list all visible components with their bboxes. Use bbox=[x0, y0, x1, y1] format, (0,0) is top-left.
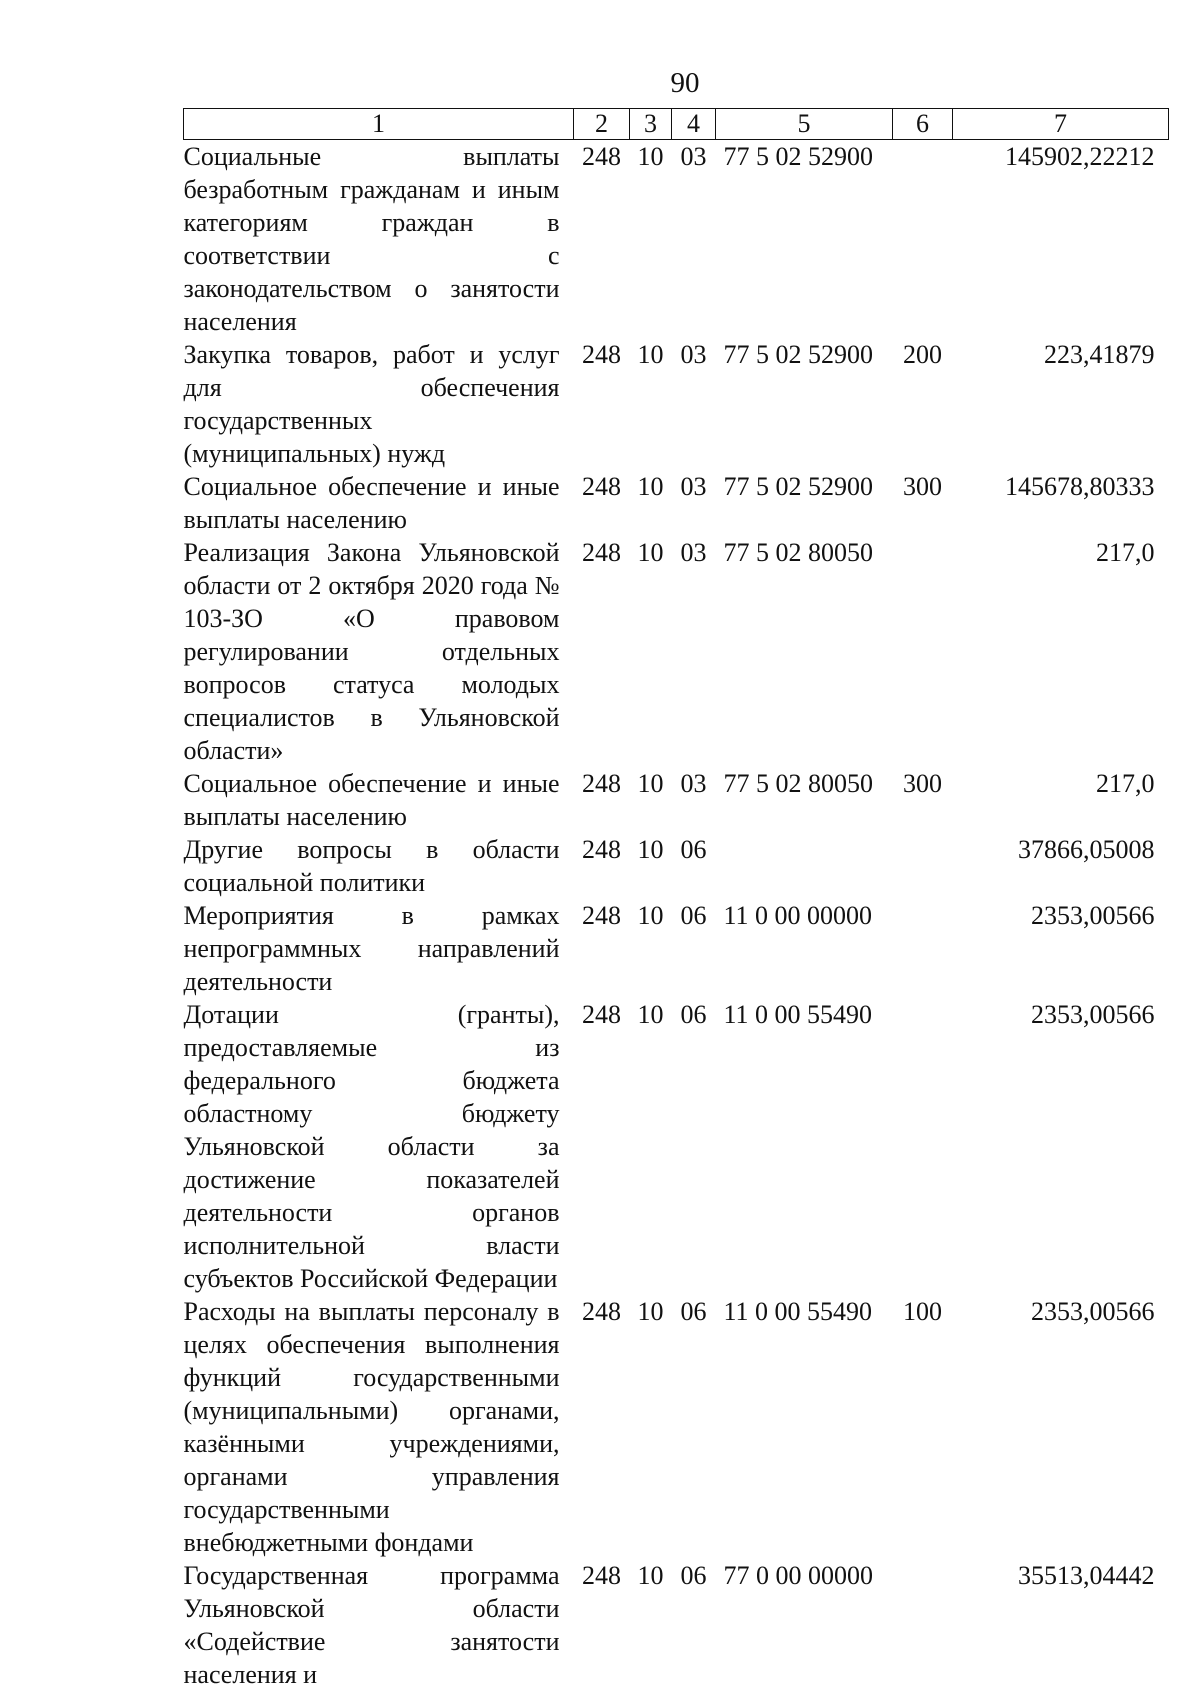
table-row bbox=[184, 536, 1169, 767]
row-section: 10 bbox=[637, 1561, 664, 1590]
row-type bbox=[893, 536, 953, 767]
row-type: 100 bbox=[903, 1297, 942, 1326]
table-header bbox=[184, 109, 1169, 140]
table-row bbox=[184, 470, 1169, 536]
header-col-7: 7 bbox=[953, 109, 1169, 140]
row-ministry: 248 bbox=[582, 538, 621, 567]
row-amount: 2353,00566 bbox=[1031, 901, 1155, 930]
row-ministry: 248 bbox=[582, 769, 621, 798]
row-ministry: 248 bbox=[582, 472, 621, 501]
row-section: 10 bbox=[637, 340, 664, 369]
row-target: 77 0 00 00000 bbox=[723, 1561, 873, 1590]
table-row bbox=[184, 833, 1169, 899]
row-ministry: 248 bbox=[582, 835, 621, 864]
row-ministry: 248 bbox=[582, 901, 621, 930]
row-amount: 223,41879 bbox=[1044, 340, 1155, 369]
row-ministry: 248 bbox=[582, 142, 621, 171]
row-ministry: 248 bbox=[582, 1561, 621, 1590]
row-type: 300 bbox=[903, 769, 942, 798]
header-col-2: 2 bbox=[574, 109, 630, 140]
row-amount: 2353,00566 bbox=[1031, 1297, 1155, 1326]
row-name: Другие вопросы в области социальной политики bbox=[183, 835, 560, 897]
row-name: Государственная программа Ульяновской области «Содействие занятости населения и bbox=[183, 1561, 560, 1689]
table-body bbox=[184, 140, 1169, 1692]
row-amount: 37866,05008 bbox=[1018, 835, 1155, 864]
row-section: 10 bbox=[637, 1297, 664, 1326]
header-col-4: 4 bbox=[672, 109, 716, 140]
row-section: 10 bbox=[637, 538, 664, 567]
row-section: 10 bbox=[637, 769, 664, 798]
row-subsection: 06 bbox=[680, 1297, 707, 1326]
row-subsection: 03 bbox=[680, 769, 707, 798]
row-subsection: 03 bbox=[680, 340, 707, 369]
row-amount: 217,0 bbox=[1096, 538, 1155, 567]
row-type bbox=[893, 140, 953, 339]
row-name: Мероприятия в рамках непрограммных направлений деятельности bbox=[183, 901, 560, 996]
header-col-6: 6 bbox=[893, 109, 953, 140]
row-subsection: 06 bbox=[680, 1561, 707, 1590]
row-amount: 35513,04442 bbox=[1018, 1561, 1155, 1590]
row-type: 200 bbox=[903, 340, 942, 369]
row-type bbox=[893, 899, 953, 998]
budget-table bbox=[183, 108, 1169, 1691]
row-target: 77 5 02 52900 bbox=[723, 142, 873, 171]
row-subsection: 06 bbox=[680, 901, 707, 930]
row-target: 77 5 02 52900 bbox=[723, 340, 873, 369]
row-name: Реализация Закона Ульяновской области от 2 октября 2020 года № 103-ЗО «О правовом регулировании отдельных вопросов статуса молодых специалистов в Ульяновской области» bbox=[183, 538, 560, 765]
row-section: 10 bbox=[637, 835, 664, 864]
row-section: 10 bbox=[637, 901, 664, 930]
row-ministry: 248 bbox=[582, 1297, 621, 1326]
header-col-5: 5 bbox=[716, 109, 893, 140]
row-subsection: 03 bbox=[680, 472, 707, 501]
row-name: Расходы на выплаты персоналу в целях обеспечения выполнения функций государственными (муниципальными) органами, казёнными учреждениями, органами управления государственными внебюджетными фондами bbox=[183, 1297, 560, 1557]
table-row bbox=[184, 1559, 1169, 1691]
header-col-3: 3 bbox=[630, 109, 672, 140]
row-name: Дотации (гранты), предоставляемые из федерального бюджета областному бюджету Ульяновской области за достижение показателей деятельности органов исполнительной власти субъектов Российской Федерации bbox=[183, 1000, 560, 1293]
row-target: 11 0 00 55490 bbox=[723, 1297, 873, 1326]
row-ministry: 248 bbox=[582, 1000, 621, 1029]
row-ministry: 248 bbox=[582, 340, 621, 369]
row-name: Социальное обеспечение и иные выплаты населению bbox=[183, 472, 560, 534]
table-row bbox=[184, 899, 1169, 998]
page-number: 90 bbox=[670, 67, 700, 99]
table-row bbox=[184, 338, 1169, 470]
table-row bbox=[184, 1295, 1169, 1559]
row-name: Закупка товаров, работ и услуг для обеспечения государственных (муниципальных) нужд bbox=[183, 340, 560, 468]
row-subsection: 06 bbox=[680, 835, 707, 864]
row-target: 77 5 02 80050 bbox=[723, 538, 873, 567]
row-type: 300 bbox=[903, 472, 942, 501]
row-amount: 217,0 bbox=[1096, 769, 1155, 798]
row-type bbox=[893, 1559, 953, 1691]
row-type bbox=[893, 998, 953, 1295]
row-name: Социальные выплаты безработным гражданам и иным категориям граждан в соответствии с законодательством о занятости населения bbox=[183, 142, 560, 336]
table-row bbox=[184, 140, 1169, 339]
row-amount: 2353,00566 bbox=[1031, 1000, 1155, 1029]
row-section: 10 bbox=[637, 472, 664, 501]
row-type bbox=[893, 833, 953, 899]
row-amount: 145902,22212 bbox=[1005, 142, 1155, 171]
table-row bbox=[184, 998, 1169, 1295]
row-amount: 145678,80333 bbox=[1005, 472, 1155, 501]
row-target: 77 5 02 52900 bbox=[723, 472, 873, 501]
header-col-1: 1 bbox=[184, 109, 574, 140]
row-section: 10 bbox=[637, 142, 664, 171]
row-target: 11 0 00 00000 bbox=[723, 901, 873, 930]
row-subsection: 06 bbox=[680, 1000, 707, 1029]
row-subsection: 03 bbox=[680, 538, 707, 567]
row-target bbox=[716, 833, 893, 899]
table-row bbox=[184, 767, 1169, 833]
row-name: Социальное обеспечение и иные выплаты населению bbox=[183, 769, 560, 831]
row-section: 10 bbox=[637, 1000, 664, 1029]
row-target: 11 0 00 55490 bbox=[723, 1000, 873, 1029]
row-target: 77 5 02 80050 bbox=[723, 769, 873, 798]
header-row bbox=[184, 109, 1169, 140]
row-subsection: 03 bbox=[680, 142, 707, 171]
